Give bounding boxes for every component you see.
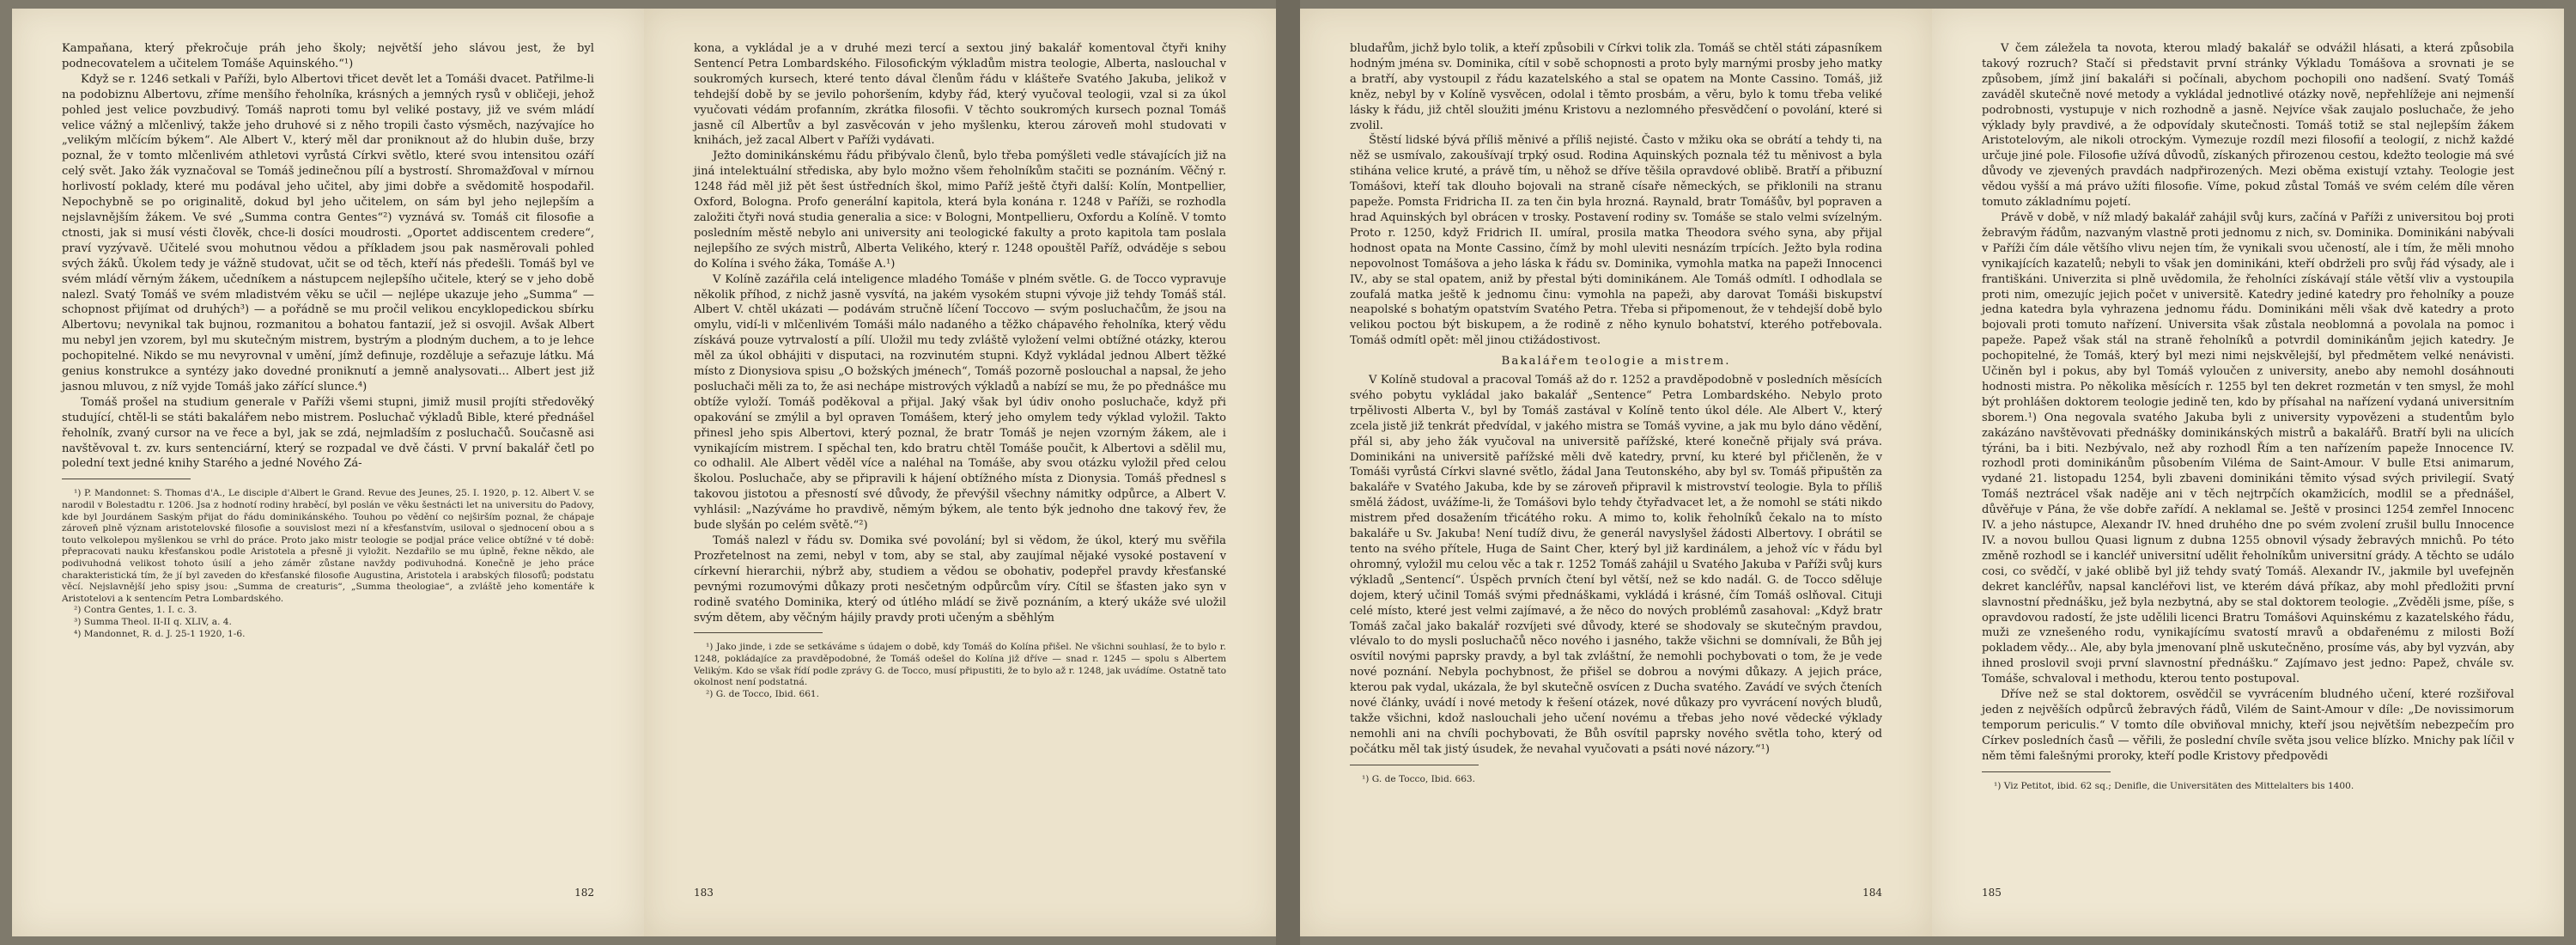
page-183-body: [694, 41, 1226, 625]
paragraph: Dříve než se stal doktorem, osvědčil se vyvrácením bludného učení, které rozšiřoval jeden z nejvěších odpůrců žebravých řádů, Vilém de Saint-Amour v díle: „De novissimorum temporum periculis.“ V tomto díle obviňoval mnichy, kteří jsou největším nebezpečím pro Církev posledních časů — věřili, že poslední chvíle světa jsou velice blízko. Mnichy pak líčil v něm těmi falešnými proroky, kteří podle Kristovy předpovědi: [1982, 688, 2514, 763]
footnote-rule: [694, 632, 823, 633]
page-number: 182: [574, 887, 594, 899]
paragraph: Kampaňana, který překročuje práh jeho školy; největší jeho slávou jest, že byl podnecovatelem a učitelem Tomáše Aquinského.“¹): [62, 42, 594, 70]
paragraph: Štěstí lidské bývá příliš měnivé a příliš nejisté. Často v mžiku oka se obrátí a tehdy ti, na něž se usmívalo, zakoušívají trpký osud. Rodina Aquinských poznala též tu měnivost a byla stihána velice kruté, a právě tím, u něhož se dříve těšila opravdové oblibě. Bratří a přibuzní Tomášovi, kteří tak dlouho bojovali na straně císaře německých, se přiklonili na stranu papeže. Pomsta Fridricha II. za ten čin byla hrozná. Raynald, bratr Tomášův, byl popraven a hrad Aquinských byl obrácen v trosky. Postavení rodiny sv. Tomáše se stalo velmi svízelným. Proto r. 1250, když Fridrich II. umíral, prosila matka Theodora svého syna, aby přijal hodnost opata na Monte Cassino, čímž by mohl uleviti nesnázím trpících. Ježto byla rodina nepovolnost Tomášova a jeho láska k řádu sv. Dominika, vymohla matka na papeži Innocenci IV., aby se stal opatem, aniž by přestal býti dominikánem. Ale Tomáš odmítl. I odhodlala se zoufalá matka ještě k jednomu činu: vymohla na papeži, aby darovat Tomáši biskupství neapolské s bohatým opatstvím Svatého Petra. Třeba si připomenout, že v tehdejší době bylo velikou poctou být biskupem, a že rodině z něho kynulo bohatství, kterého potřebovala. Tomáš odmítl opět: měl jinou ctižádostivost.: [1350, 134, 1882, 348]
footnote: ¹) Jako jinde, i zde se setkáváme s údajem o době, kdy Tomáš do Kolína přišel. Ne všichni souhlasí, že to bylo r. 1248, pokládajíce za pravděpodobné, že Tomáš odešel do Kolína již dříve — snad r. 1245 — spolu s Albertem Velikým. Kdo se však řídí podle zprávy G. de Tocco, musí připustiti, že to bylo až r. 1248, jak uvádíme. Ostatně tato okolnost není podstatná.: [694, 642, 1226, 688]
paragraph: V čem záležela ta novota, kterou mladý bakalář se odvážil hlásati, a která způsobila takový rozruch? Stačí si představit první stránky Výkladu Tomášova a srovnati je se způsobem, jímž jiní bakaláři si počínali, abychom pochopili ono nadšení. Svatý Tomáš zaváděl skutečně nové metody a vykládal jednotlivé otázky nově, nepřehlížeje ani nejmenší podrobnosti, vystupuje v nich rozhodně a jasně. Nejvíce však zaujalo posluchače, že jeho výklady byly pravdivé, a že odpovídaly skutečnosti. Tomáš totiž se stal nejlepším žákem Aristotelovým, ale nikoli otrockým. Vymezuje rozdíl mezi filosofií a teologií, z nichž každé určuje jiné pole. Filosofie užívá důvodů, získaných přirozenou cestou, kdežto teologie má své důvody ve zjevených pravdách nadpřirozených. Mezi oběma existují vztahy. Teologie jest vědou vyšší a má právo užíti filosofie. Víme, pokud zůstal Tomáš ve svém celém díle věren tomuto základnímu pojetí.: [1982, 42, 2514, 210]
footnote: ¹) Viz Petitot, ibid. 62 sq.; Denifle, die Universitäten des Mittelalters bis 1400.: [1994, 780, 2354, 791]
page-185: [1932, 9, 2564, 936]
footnote: ³) Summa Theol. II-II q. XLIV, a. 4.: [74, 616, 232, 627]
paragraph: Ježto dominikánskému řádu přibývalo členů, bylo třeba pomýšleti vedle stávajících již na jiná intelektuální střediska, aby bylo možno všem řeholníkům stačiti se poznáním. Věčný r. 1248 řád měl již pět šest ústředních škol, mimo Paříž ještě čtyři další: Kolín, Montpellier, Oxford, Bologna. Profo generální kapitola, která byla konána r. 1248 v Paříži, se rozhodla založiti čtyři nová studia generalia a sice: v Bologni, Montpellieru, Oxfordu a Kolíně. V tomto posledním městě nebylo ani university ani teologické fakulty a proto kapitola tam poslala nejlepšího ze svých mistrů, Alberta Velikého, který r. 1248 opouštěl Paříž, odváděje s sebou do Kolína i svého žáka, Tomáše A.¹): [694, 149, 1226, 271]
page-182-body: [62, 41, 594, 472]
footnote: ⁴) Mandonnet, R. d. J. 25-1 1920, 1-6.: [74, 628, 246, 639]
page-number: 185: [1982, 887, 2002, 899]
paragraph: V Kolíně studoval a pracoval Tomáš až do r. 1252 a pravděpodobně v posledních měsících svého pobytu vykládal jako bakalář „Sentence“ Petra Lombardského. Nebylo proto trpělivosti Alberta V., byl by Tomáš zastával v Kolíně tento úkol déle. Ale Albert V., který zcela jistě již tenkrát předvídal, v jakého mistra se Tomáš vyvine, a jak mu bylo dáno vědění, přál si, aby jeho žák vyučoval na universitě pařížské, které konečně přijaly svá práva. Dominikáni na universitě pařížské měli dvě katedry, první, ku které byl přičleněn, že v Tomáši vyrůstá Církvi slavné světlo, žádal Jana Teutonského, aby byl sv. Tomáš připuštěn za bakaláře v Svatého Jakuba, kde by se zároveň připravil k mistrovství teologie. Byla to příliš smělá žádost, uvážíme-li, že Tomášovi bylo tehdy čtyřadvacet let, a že nomohl se státi nikdo mistrem před dosažením třicátého roku. A mimo to, kolik řeholníků čekalo na to místo bakaláře u Sv. Jakuba! Není tudíž divu, že generál navyslyšel žádosti Albertovy. I obrátil se tento na svého přítele, Huga de Saint Cher, který byl již kardinálem, a jehož víc v řádu byl ohromný, vyložil mu celou věc a tak r. 1252 Tomáš zahájil u Svatého Jakuba v Paříži svůj kurs výkladů „Sentencí“. Úspěch prvních čtení byl větší, než se kdo nadál. G. de Tocco sděluje dojem, který učinil Tomáš svými přednáškami, vykládá i krásné, čím Tomáš oslňoval. Cituji celé místo, které jest velmi zajímavé, a že něco do nových problémů zasahoval: „Když bratr Tomáš začal jako bakalář rozvíjeti své důvody, které se shodovaly se skutečným pravdou, vlévalo to do mysli posluchačů něco nového i jasného, takže všichni se domnívali, že Bůh jej osvítil novými paprsky pravdy, a byl tak zvláštní, že nemohli pochybovati o tom, že je vede nové poznání. Nebyla pochybnost, že přišel se dobrou a novými důkazy. A jejich práce, kterou pak vydal, ukázala, že byl skutečně osvícen z Ducha svatého. Zavádí ve svých čteních nové články, uvádí i nové metody k řešení otázek, nové důkazy pro vyvrácení nových bludů, takže všichni, kdož naslouchali jeho učení novému a třebas jeho nové vědecké výklady nemohli ani na chvíli pochybovati, že Bůh osvítil paprsky nového světla toho, který od počátku měl tak jistý úsudek, že nevahal vyučovati a psáti nové názory.“¹): [1350, 374, 1882, 756]
page-184-body: [1350, 41, 1882, 758]
page-number: 184: [1862, 887, 1882, 899]
footnote: ¹) G. de Tocco, Ibid. 663.: [1362, 773, 1476, 784]
footnote: ¹) P. Mandonnet: S. Thomas d'A., Le disciple d'Albert le Grand. Revue des Jeunes, 25. I. 1920, p. 12. Albert V. se narodil v Bolestadtu r. 1206. Jsa z hodnotí rodiny hraběcí, byl poslán ve věku šestnácti let na universitu do Padovy, kde byl Jourdánem Saským přijat do řádu dominikánského. Touhou po vědění co nejširším poznal, že chápaje zároveň plně význam aristotelovské filosofie a souvislost mezi ní a křesťanstvím, usiloval o sjednocení obou a s touto velkolepou myšlenkou se vrhl do práce. Proto jako mistr teologie se podjal práce velice obtížné v té době: přepracovati nauku křesťanskou podle Aristotela a přesně ji vyložit. Nezdařilo se mu úplně, řekne někdo, ale podivuhodná velikost tohoto úsilí a jeho záměr zůstane navždy podivuhodná. Konečně je jeho práce charakteristická tím, že jí byl zaveden do křesťanské filosofie Augustina, Aristotela i arabských filosofů; podstatu věcí. Nejslavnější jeho spisy jsou: „Summa de creaturis“, „Summa theologiae“, a zvláště jeho komentáře k Aristotelovi a k sentencím Petra Lombardského.: [62, 488, 594, 604]
page-183: [644, 9, 1276, 936]
paragraph: V Kolíně zazářila celá inteligence mladého Tomáše v plném světle. G. de Tocco vypravuje několik příhod, z nichž jasně vysvítá, na jakém vysokém stupni vývoje již tehdy Tomáš stál. Albert V. chtěl ukázati — podávám stručně líčení Toccovo — svým posluchačům, že jsou na omylu, vidí-li v mlčenlivém Tomáši málo nadaného a těžko chápavého řeholníka, který vědu získává pouze vytrvalostí a pílí. Uložil mu tedy zvláště vyložení velmi obtížné otázky, kterou měl za úkol obhájiti v disputaci, na rozvinutém stupni. Když vykládal jednou Albert těžké místo z Dionysiova spisu „O božských jménech“, Tomáš pozorně poslouchal a napsal, že jeho posluchači měli za to, že asi nechápe mistrových výkladů a nabízí se mu, že po přednášce mu obtíže vyloží. Tomáš poděkoval a přijal. Jaký však byl údiv onoho posluchače, když při opakování se zmýlil a byl opraven Tomášem, který jeho omylem tedy výklad vyložil. Takto přinesl jeho spis Albertovi, který poznal, že bratr Tomáš je nejen vzorným žákem, ale i vynikajícím mistrem. I spěchal ten, kdo bratru chtěl Tomáše poučit, k Albertovi a sdělil mu, co odhalil. Ale Albert věděl více a naléhal na Tomáše, aby svou otázku vyložil před celou školou. Posluchače, aby se připravili k hájení obtížného místa z Dionysia. Tomáš přednesl s takovou jistotou a přesností své důvody, že převýšil všechny námitky odpůrce, a Albert V. vyhlásil: „Nazýváme ho pravdivě, němým býkem, ale tento býk jednoho dne takový řev, že bude slyšán po celém světě.“²): [694, 272, 1226, 533]
paragraph: Právě v době, v níž mladý bakalář zahájil svůj kurs, začíná v Paříži z universitou boj proti žebravým řádům, nazvaným vlastně proti jednomu z nich, sv. Dominika. Dominikáni nabývali v Paříži čím dále většího vlivu nejen tím, že vynikali svou učeností, ale i tím, že měli mnoho vynikajících kazatelů; nebyli to však jen dominikáni, kteří obdrželi pro svůj řád výsady, ale i františkáni. Univerzita si plně uvědomila, že řeholníci získávají stále větší vliv a vystoupila proti nim, omezujíc jejich počet v universitě. Katedry jediné katedry pro řeholníky a pouze jedna katedra byla vyhrazena jednomu řádu. Dominikáni měli však dvě katedry a proto bojovali proti tomuto nařízení. Universita však zůstala neoblomná a povolala na pomoc i papeže. Papež však stál na straně řeholníků a potvrdil dominikánům jejich katedry. Je pochopitelné, že Tomáš, který byl mezi nimi nejskvělejší, byl předmětem velké nenávisti. Učiněn byl i pokus, aby byl Tomáš vyloučen z university, anebo aby nemohl dosáhnouti hodnosti mistra. Po několika měsících r. 1255 byl ten dekret rozmetán v ten smysl, že mohl být prohlášen doktorem teologie jedině ten, kdo by přísahal na nařízení vydaná universitním sborem.¹) Ona negovala svatého Jakuba byli z university vypovězeni a studentům bylo zakázáno navštěvovati přednášky dominikánských mistrů a bakalářů. Bratří byli na ulicích týráni, ba i biti. Nezbývalo, než aby rozhodl Řím a ten nařízením papeže Innocence IV. rozhodl proti dominikánům působením Viléma de Saint-Amour. V bulle Etsi animarum, vydané 21. listopadu 1254, byli zbaveni dominikáni těmito výsad svých privilegií. Svatý Tomáš neztrácel však naděje ani v těch nejtrpčích okamžicích, modlil se a přednášel, důvěřuje v Pána, že vše dobře zařídí. A neklamal se. Ještě v prosinci 1254 zemřel Innocenc IV. a jeho nástupce, Alexandr IV. hned druhého dne po svém zvolení zrušil bullu Innocence IV. a novou bullou Quasi lignum z dubna 1255 obnovil výsady žebravých mnichů. Po této změně rozhodl se i kancléř universitní udělit řeholníkům universitní grády. A těchto se událo cosi, co svědčí, v jaké oblibě byl již tehdy svatý Tomáš. Alexandr IV., jakmile byl uvefejněn dekret kancléřův, napsal kancléřovi list, ve kterém dává příkaz, aby mohl předložiti první slavnostní přednášku, jež byla nezbytná, aby se stal doktorem teologie. „Zvěděli jsme, píše, s opravdovou radostí, že jste udělili licenci Bratru Tomášovi Aquinskému z kazatelského řádu, muži ze vznešeného rodu, vynikajícímu svatostí mravů a obdařenému z milosti Boží pokladem vědy... Ale, aby byla jmenovaní plně uskutečněno, prosíme vás, aby byl vyzván, aby ihned proslovil svoji první slavnostní přednášku.“ Zajímavo jest jedno: Papež, chvále sv. Tomáše, schvaloval i methodu, kterou tento postupoval.: [1982, 210, 2514, 686]
paragraph: kona, a vykládal je a v druhé mezi tercí a sextou jiný bakalář komentoval čtyři knihy Sentencí Petra Lombardského. Filosofickým výkladům mistra teologie, Alberta, naslouchal v soukromých kursech, které tento dával členům řádu v klášteře Svatého Jakuba, jelikož v tehdejší době by se jevilo pohoršením, kdyby řád, který vyučoval teologii, vzal si za úkol vyučovati védám profanním, zkrátka filosofii. V těchto soukromých kursech poznal Tomáš jasně cíl Albertův a byl zasvěcován v jeho myšlenku, kterou zároveň mohl studovati v knihách, jež zacal Albert v Paříži vydávati.: [694, 42, 1226, 148]
page-184: [1300, 9, 1932, 936]
paragraph: Tomáš prošel na studium generale v Paříži všemi stupni, jimiž musil projíti středověký studující, chtěl-li se státi bakalářem nebo mistrem. Posluchač výkladů Bible, které přednášel řeholník, zvaný cursor na ve řece a byl, jak se zdá, nejmladším z posluchačů. Současně asi navštěvoval t. zv. kurs sentenciární, který se rozpadal ve dvě části. V první bakalář četl po polední text jedné knihy Starého a jedné Nového Zá-: [62, 395, 594, 471]
page-184-footnotes: [1350, 774, 1882, 786]
page-183-footnotes: [694, 642, 1226, 700]
scan-gap: [1276, 0, 1300, 945]
page-182: [12, 9, 644, 936]
paragraph: Když se r. 1246 setkali v Paříži, bylo Albertovi třicet devět let a Tomáši dvacet. Patřilme-li na podobiznu Albertovu, zříme menšího řeholníka, krásných a jemných rysů v obličeji, jehož pohled jest velice povzbudivý. Tomáš naproti tomu byl veliké postavy, již ve svém mládí velice vážný a mlčenlivý, takže jeho druhové si z něho tropili často výsměch, nazývajíce ho „velikým mlčícím býkem“. Ale Albert V., který měl dar proniknout až do hlubin duše, brzy poznal, že v tomto mlčenlivém athletovi vyrůstá Církvi světlo, které svou intensitou ozáří celý svět. Jako žák vyznačoval se Tomáš jedinečnou pílí a bystrostí. Shromažďoval v mírnou horlivostí poklady, které mu podával jeho učitel, aby jimi dobře a svědomitě hospodařil. Nepochybně se po originalitě, dokud byl jeho učitelem, on sám byl jeho nejlepším a nejslavnějším žákem. Ve své „Summa contra Gentes“²) vyznává sv. Tomáš cit filosofie a ctnosti, jak si musí vésti člověk, chce-li dosíci moudrosti. „Oportet addiscentem credere“, praví vyzývavě. Učitelé svou mohutnou vědou a příkladem jsou pak nasměrovali pohled svých žáků. Úkolem tedy je vážně studovat, učit se od těch, kteří nás předešli. Tomáš byl ve svém mládí věrným žákem, učedníkem a nástupcem nejlepšího učitele, který se v jeho době nalezl. Svatý Tomáš ve svém mladistvém věku se učil — nejlépe ukazuje jeho „Summa“ — schopnost přijímat od druhých³) — a pořádně se mu pročil velikou encyklopedickou sbírku Albertovu; nevynikal tak bujnou, rozmanitou a bohatou fantazií, jež si osvojil. Avšak Albert mu nebyl jen vzorem, byl mu skutečným mistrem, bystrým a plodným duchem, a to je lehce pochopitelné. Nikdo se mu nevyrovnal v umění, jímž definuje, rozděluje a seřazuje látku. Má genius konstrukce a syntézy jako dovedné proniknutí a jemně analysovati... Albert jest již jasnou mluvou, z níž vyjde Tomáš jako zářící slunce.⁴): [62, 72, 594, 393]
paragraph: Tomáš nalezl v řádu sv. Domika své povolání; byl si vědom, že úkol, který mu svěřila Prozřetelnost na zemi, nebyl v tom, aby se stal, aby zaujímal nějaké vysoké postavení v církevní hierarchii, nýbrž aby, studiem a vědou se obohativ, podepřel pravdy křesťanské pevnými rozumovými důkazy proti nesčetným odpůrcům víry. Cítil se šťasten jako syn v rodině svatého Dominika, který od útlého mládí se živě poznáním, a který ukáže své uložil svým dětem, aby věčným hájily pravdy proti učeným a sběhlým: [694, 534, 1226, 625]
page-number: 183: [694, 887, 714, 899]
page-182-footnotes: [62, 488, 594, 640]
footnote: ²) G. de Tocco, Ibid. 661.: [706, 688, 820, 699]
paragraph: bludařům, jichž bylo tolik, a kteří způsobili v Církvi tolik zla. Tomáš se chtěl státi zápasníkem hodným jména sv. Dominika, cítil v sobě schopnosti a proto byly marnými prosby jeho matky a bratří, aby vystoupil z řádu kazatelského a stal se opatem na Monte Cassino. Tomáš, již kněz, nebyl by v Kolíně vysvěcen, odolal i těmto prosbám, a věru, bylo k tomu třeba veliké lásky k řádu, již chtěl sloužiti jménu Kristovu a nezlomného přesvědčení o povolání, které si zvolil.: [1350, 42, 1882, 132]
section-heading: Bakalářem teologie a mistrem.: [1501, 355, 1731, 369]
footnote-rule: [1982, 771, 2111, 772]
page-185-body: [1982, 41, 2514, 765]
page-185-footnotes: [1982, 781, 2514, 793]
footnote: ²) Contra Gentes, 1. I. c. 3.: [74, 605, 197, 616]
